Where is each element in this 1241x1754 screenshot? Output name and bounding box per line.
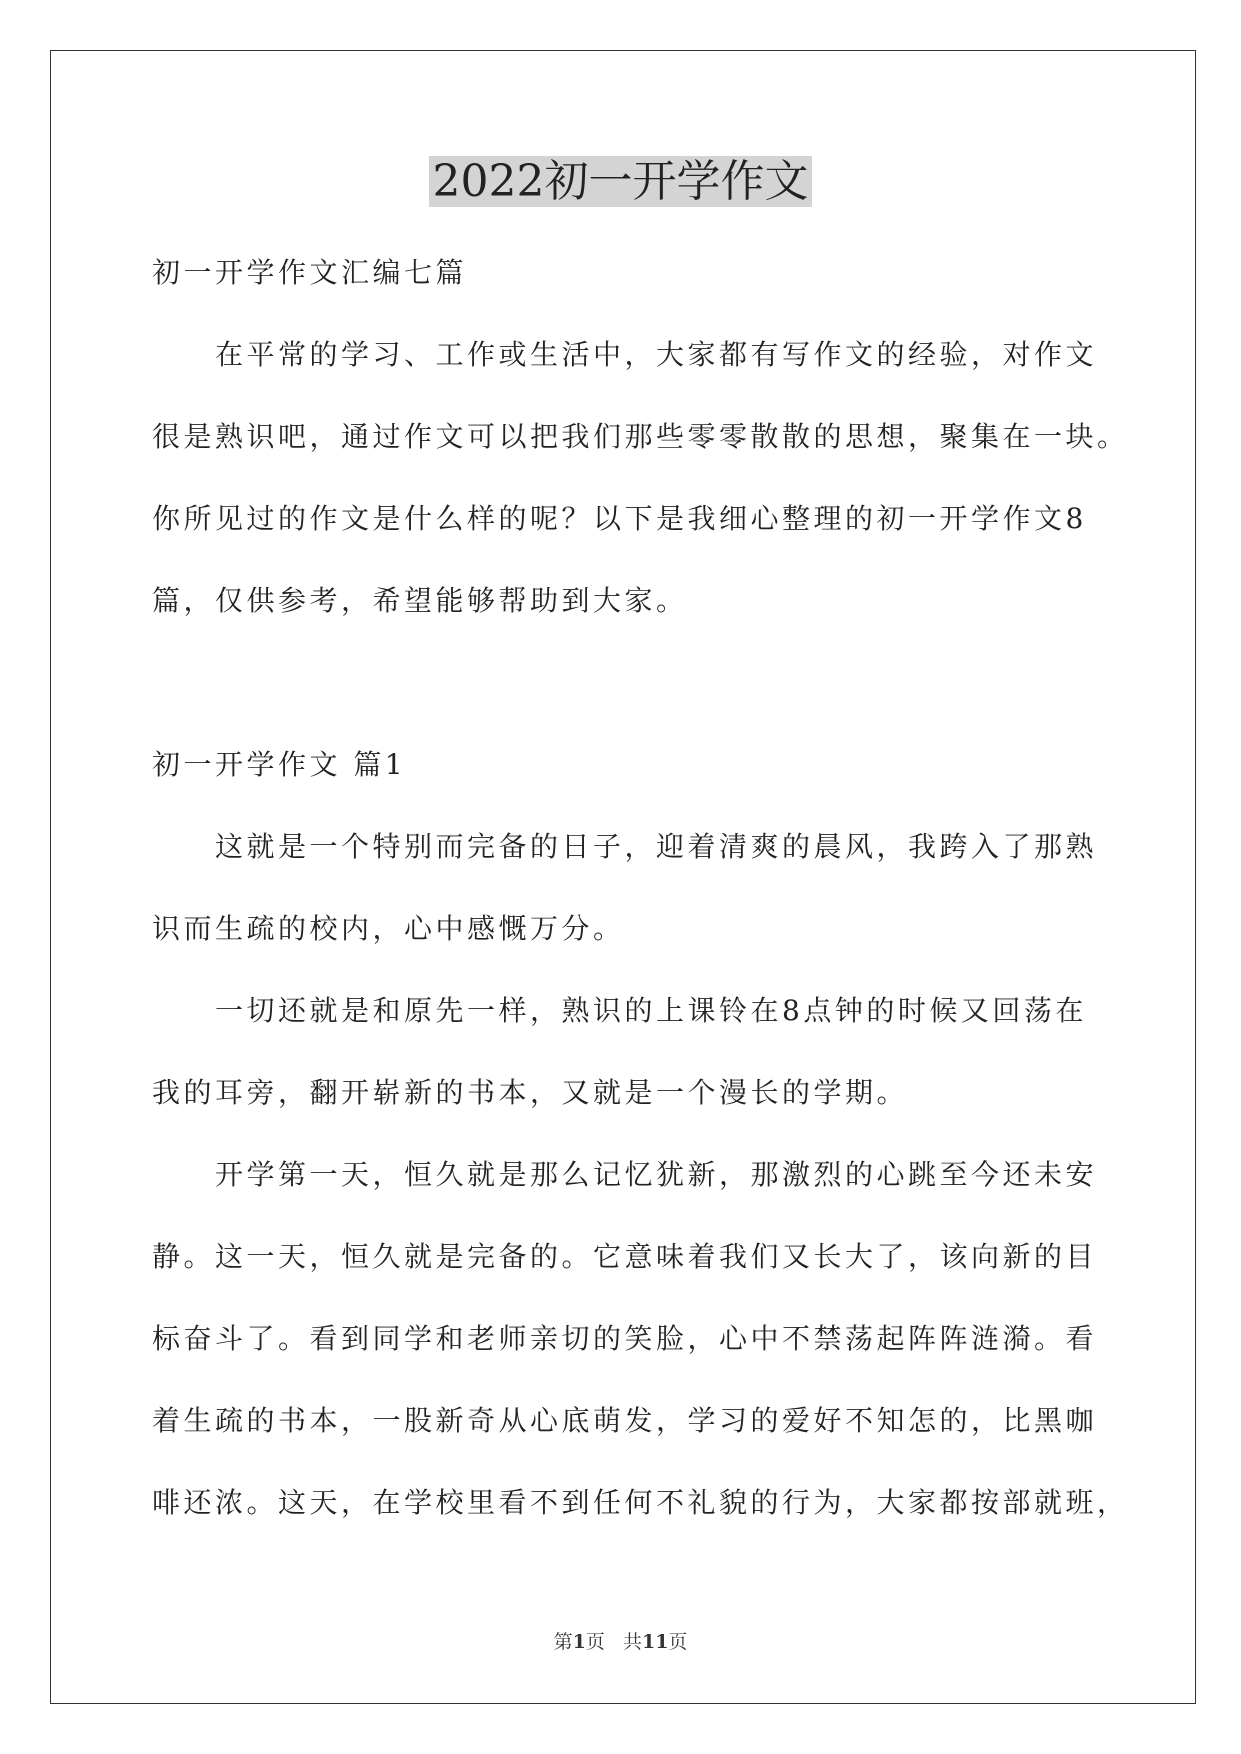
- paragraph-gap: [152, 642, 1092, 724]
- footer-page-suffix: 页: [585, 1631, 605, 1653]
- page-footer: [0, 1628, 1241, 1656]
- paragraph-line: 我的耳旁，翻开崭新的书本，又就是一个漫长的学期。: [152, 1076, 909, 1109]
- footer-prefix: 第: [553, 1631, 573, 1653]
- paragraph-1: [152, 806, 1098, 970]
- paragraph-line: 啡还浓。这天，在学校里看不到任何不礼貌的行为，大家都按部就班，: [152, 1486, 1129, 1519]
- intro-line: 在平常的学习、工作或生活中，大家都有写作文的经验，对作文: [215, 338, 1098, 371]
- intro-paragraph: [152, 314, 1129, 642]
- total-pages: 11: [641, 1631, 669, 1653]
- page-number: 1: [572, 1631, 586, 1653]
- paragraph-line: 识而生疏的校内，心中感慨万分。: [152, 912, 625, 945]
- section-heading: 初一开学作文 篇1: [152, 748, 407, 781]
- document-body: [152, 232, 1129, 1544]
- paragraph-3: [152, 1134, 1129, 1544]
- paragraph-line: 开学第一天，恒久就是那么记忆犹新，那激烈的心跳至今还未安: [215, 1158, 1098, 1191]
- footer-total-suffix: 页: [668, 1631, 688, 1653]
- intro-line: 篇，仅供参考，希望能够帮助到大家。: [152, 584, 688, 617]
- footer-total-prefix: 共: [622, 1631, 642, 1653]
- paragraph-line: 着生疏的书本，一股新奇从心底萌发，学习的爱好不知怎的，比黑咖: [152, 1404, 1098, 1437]
- intro-line: 很是熟识吧，通过作文可以把我们那些零零散散的思想，聚集在一块。: [152, 420, 1129, 453]
- paragraph-line: 静。这一天，恒久就是完备的。它意味着我们又长大了，该向新的目: [152, 1240, 1098, 1273]
- document-title-block: [0, 150, 1241, 214]
- document-title: 2022初一开学作文: [429, 156, 813, 207]
- paragraph-2: [152, 970, 1092, 1134]
- intro-line: 你所见过的作文是什么样的呢？以下是我细心整理的初一开学作文8: [152, 502, 1087, 535]
- paragraph-line: 这就是一个特别而完备的日子，迎着清爽的晨风，我跨入了那熟: [215, 830, 1098, 863]
- paragraph-line: 一切还就是和原先一样，熟识的上课铃在8点钟的时候又回荡在: [215, 994, 1087, 1027]
- paragraph-line: 标奋斗了。看到同学和老师亲切的笑脸，心中不禁荡起阵阵涟漪。看: [152, 1322, 1098, 1355]
- document-subtitle: 初一开学作文汇编七篇: [152, 256, 468, 289]
